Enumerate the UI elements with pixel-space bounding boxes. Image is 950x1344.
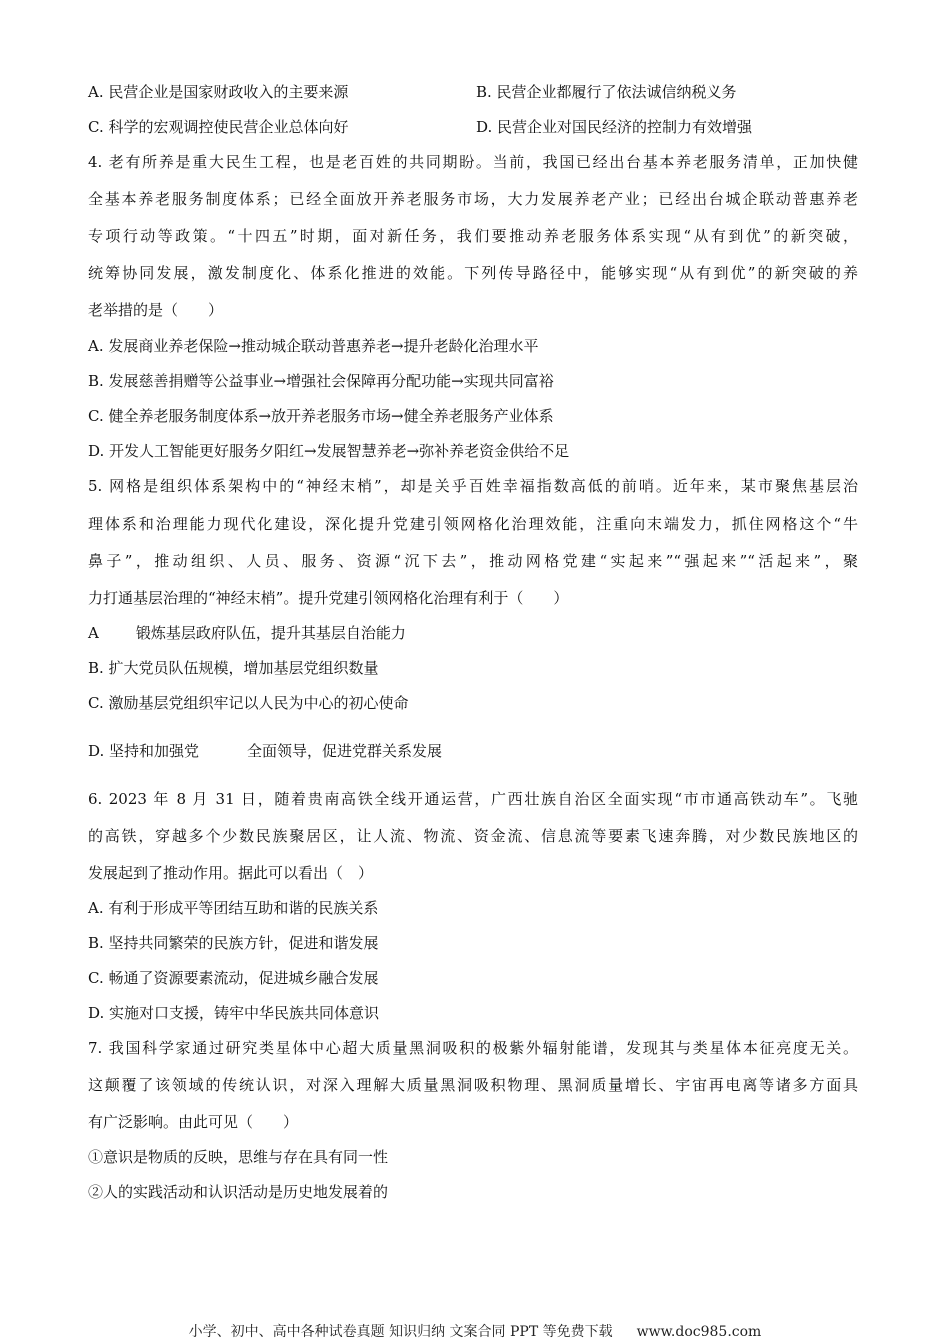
q5-option-c: C. 激励基层党组织牢记以人民为中心的初心使命 [88, 694, 409, 712]
page-footer [0, 1323, 950, 1341]
q4-stem-line: 全基本养老服务制度体系；已经全面放开养老服务市场，大力发展养老产业；已经出台城企联动普惠养老 [88, 190, 858, 208]
q6-option-b: B. 坚持共同繁荣的民族方针，促进和谐发展 [88, 934, 379, 952]
q6-option-c: C. 畅通了资源要素流动，促进城乡融合发展 [88, 969, 379, 987]
q4-option-d: D. 开发人工智能更好服务夕阳红→发展智慧养老→弥补养老资金供给不足 [88, 442, 570, 460]
q3-option-c: C. 科学的宏观调控使民营企业总体向好 [88, 118, 349, 136]
q7-stem-line: 7. 我国科学家通过研究类星体中心超大质量黑洞吸积的极紫外辐射能谱，发现其与类星体本征亮度无关。 [88, 1039, 858, 1057]
q6-stem-line: 的高铁，穿越多个少数民族聚居区，让人流、物流、资金流、信息流等要素飞速奔腾，对少数民族地区的 [88, 827, 858, 845]
q3-option-a: A. 民营企业是国家财政收入的主要来源 [88, 83, 349, 101]
q3-option-b: B. 民营企业都履行了依法诚信纳税义务 [476, 83, 737, 101]
q4-option-b: B. 发展慈善捐赠等公益事业→增强社会保障再分配功能→实现共同富裕 [88, 372, 554, 390]
q6-option-d: D. 实施对口支援，铸牢中华民族共同体意识 [88, 1004, 380, 1022]
q5-option-d-end: 全面领导，促进党群关系发展 [247, 742, 443, 760]
q7-stem-line: 有广泛影响。由此可见（ ） [88, 1113, 299, 1131]
q6-stem-line: 发展起到了推动作用。据此可以看出（ ） [88, 864, 374, 882]
q4-stem-line: 统筹协同发展，激发制度化、体系化推进的效能。下列传导路径中，能够实现“从有到优”的新突破的养 [88, 264, 858, 282]
q4-stem-line: 4. 老有所养是重大民生工程，也是老百姓的共同期盼。当前，我国已经出台基本养老服务清单，正加快健 [88, 153, 858, 171]
q5-option-a-letter: A [88, 624, 99, 642]
q7-item-1: ①意识是物质的反映，思维与存在具有同一性 [88, 1148, 389, 1166]
q4-stem-line: 老举措的是（ ） [88, 301, 224, 319]
q6-option-a: A. 有利于形成平等团结互助和谐的民族关系 [88, 899, 379, 917]
q5-stem-line: 力打通基层治理的“神经末梢”。提升党建引领网格化治理有利于（ ） [88, 589, 569, 607]
q5-stem-line: 鼻子”，推动组织、人员、服务、资源“沉下去”，推动网格党建“实起来”“强起来”“活起来”，聚 [88, 552, 858, 570]
q5-option-a-text: 锻炼基层政府队伍，提升其基层自治能力 [135, 624, 406, 642]
q7-item-2: ②人的实践活动和认识活动是历史地发展着的 [88, 1183, 389, 1201]
q4-option-c: C. 健全养老服务制度体系→放开养老服务市场→健全养老服务产业体系 [88, 407, 554, 425]
q4-stem-line: 专项行动等政策。“十四五”时期，面对新任务，我们要推动养老服务体系实现“从有到优”的新突破， [88, 227, 858, 245]
q4-option-a: A. 发展商业养老保险→推动城企联动普惠养老→提升老龄化治理水平 [88, 337, 539, 355]
q5-option-a [88, 623, 406, 643]
q5-option-d-start: D. 坚持和加强党 [88, 742, 200, 760]
q5-option-b: B. 扩大党员队伍规模，增加基层党组织数量 [88, 659, 379, 677]
footer-text: 小学、初中、高中各种试卷真题 知识归纳 文案合同 PPT 等免费下载 [188, 1324, 613, 1340]
q7-stem-line: 这颠覆了该领域的传统认识，对深入理解大质量黑洞吸积物理、黑洞质量增长、宇宙再电离等诸多方面具 [88, 1076, 858, 1094]
q5-stem-line: 5. 网格是组织体系架构中的“神经末梢”，却是关乎百姓幸福指数高低的前哨。近年来，某市聚焦基层治 [88, 477, 858, 495]
q6-stem-line: 6. 2023 年 8 月 31 日，随着贵南高铁全线开通运营，广西壮族自治区全面实现“市市通高铁动车”。飞驰 [88, 790, 858, 808]
q3-option-d: D. 民营企业对国民经济的控制力有效增强 [476, 118, 753, 136]
footer-link[interactable]: www.doc985.com [636, 1324, 762, 1340]
q5-option-d [88, 741, 442, 761]
q5-stem-line: 理体系和治理能力现代化建设，深化提升党建引领网格化治理效能，注重向末端发力，抓住网格这个“牛 [88, 515, 858, 533]
